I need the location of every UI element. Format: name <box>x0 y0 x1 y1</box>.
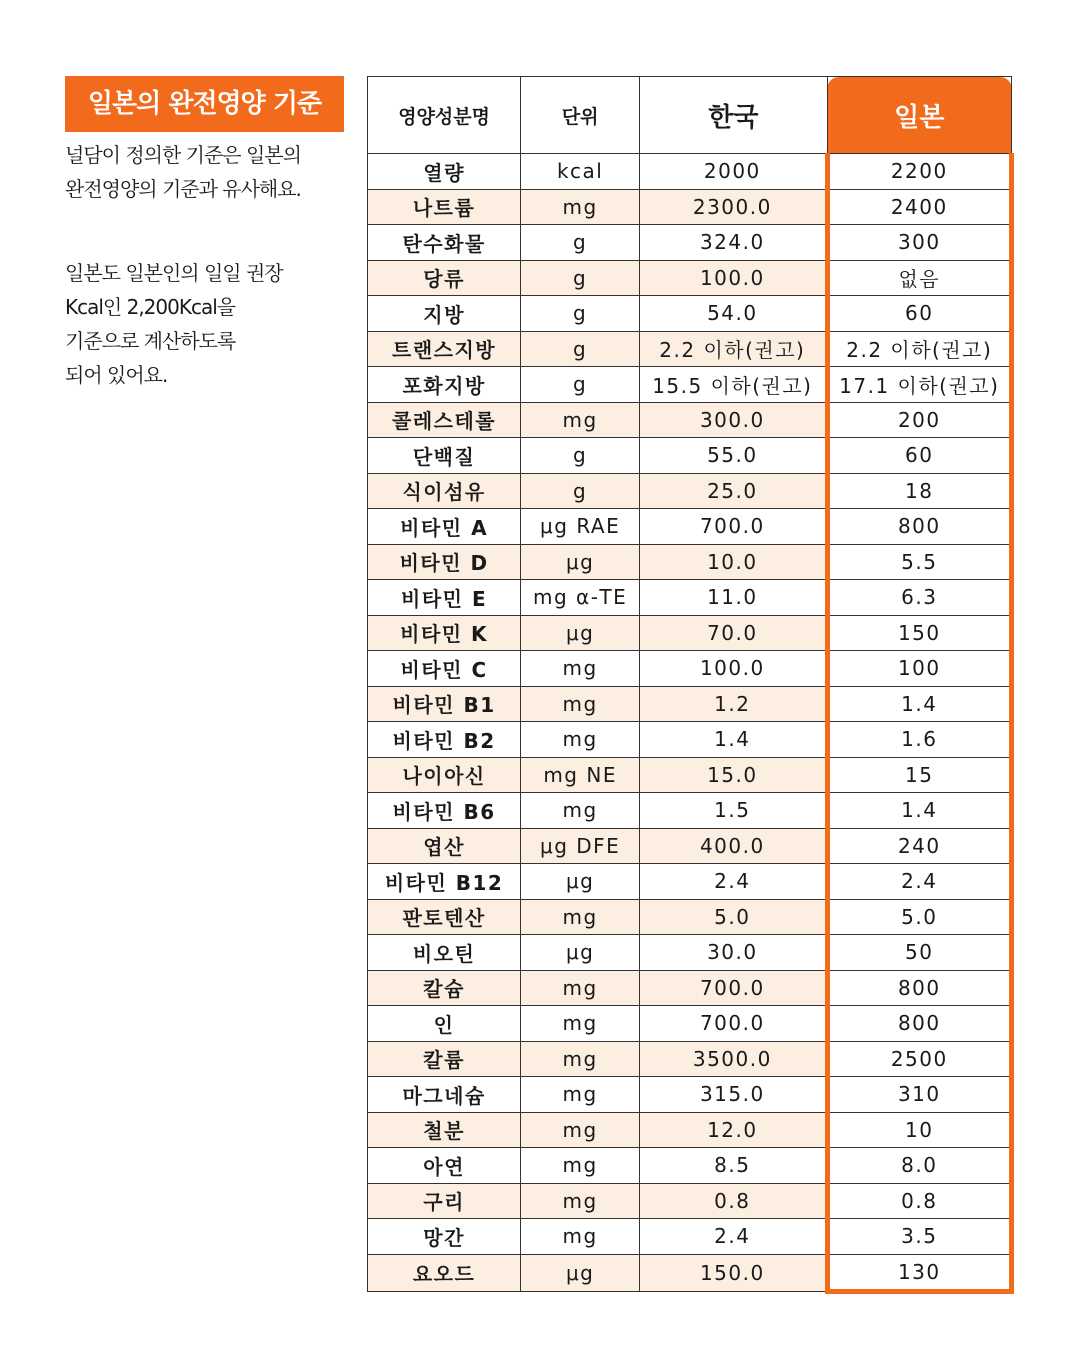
cell-japan-value: 없음 <box>827 260 1011 296</box>
table-row <box>368 154 1012 190</box>
cell-korea-value: 3500.0 <box>640 1041 827 1077</box>
cell-japan-value: 18 <box>827 473 1011 509</box>
cell-nutrient-name: 철분 <box>368 1112 521 1148</box>
table-header-row <box>368 77 1012 154</box>
cell-unit: μg RAE <box>521 509 640 545</box>
cell-korea-value: 11.0 <box>640 580 827 616</box>
cell-nutrient-name: 비타민 A <box>368 509 521 545</box>
cell-unit: g <box>521 331 640 367</box>
cell-korea-value: 324.0 <box>640 225 827 261</box>
cell-japan-value: 800 <box>827 509 1011 545</box>
cell-unit: mg <box>521 1148 640 1184</box>
cell-korea-value: 15.5 이하(권고) <box>640 367 827 403</box>
cell-nutrient-name: 망간 <box>368 1219 521 1255</box>
description-line: 완전영양의 기준과 유사해요. <box>65 177 301 201</box>
cell-korea-value: 100.0 <box>640 260 827 296</box>
table-row <box>368 793 1012 829</box>
cell-korea-value: 2.2 이하(권고) <box>640 331 827 367</box>
cell-nutrient-name: 아연 <box>368 1148 521 1184</box>
cell-japan-value: 2.2 이하(권고) <box>827 331 1011 367</box>
cell-korea-value: 25.0 <box>640 473 827 509</box>
table-row <box>368 1112 1012 1148</box>
cell-nutrient-name: 포화지방 <box>368 367 521 403</box>
cell-unit: μg <box>521 864 640 900</box>
cell-japan-value: 300 <box>827 225 1011 261</box>
cell-nutrient-name: 비타민 B12 <box>368 864 521 900</box>
cell-korea-value: 10.0 <box>640 544 827 580</box>
cell-nutrient-name: 콜레스테롤 <box>368 402 521 438</box>
table-row <box>368 402 1012 438</box>
cell-korea-value: 700.0 <box>640 1006 827 1042</box>
cell-unit: mg <box>521 793 640 829</box>
cell-nutrient-name: 판토텐산 <box>368 899 521 935</box>
cell-nutrient-name: 마그네슘 <box>368 1077 521 1113</box>
cell-japan-value: 15 <box>827 757 1011 793</box>
cell-unit: mg <box>521 1077 640 1113</box>
cell-japan-value: 2500 <box>827 1041 1011 1077</box>
description-1 <box>65 138 355 206</box>
cell-korea-value: 2000 <box>640 154 827 190</box>
cell-unit: mg <box>521 722 640 758</box>
table-row <box>368 580 1012 616</box>
cell-nutrient-name: 구리 <box>368 1183 521 1219</box>
cell-unit: mg <box>521 402 640 438</box>
cell-nutrient-name: 칼슘 <box>368 970 521 1006</box>
table-row <box>368 331 1012 367</box>
cell-japan-value: 5.5 <box>827 544 1011 580</box>
cell-unit: μg <box>521 935 640 971</box>
cell-nutrient-name: 비타민 B6 <box>368 793 521 829</box>
cell-korea-value: 400.0 <box>640 828 827 864</box>
cell-unit: mg <box>521 686 640 722</box>
cell-korea-value: 30.0 <box>640 935 827 971</box>
cell-unit: μg <box>521 544 640 580</box>
description-line: 널담이 정의한 기준은 일본의 <box>65 143 301 167</box>
cell-nutrient-name: 엽산 <box>368 828 521 864</box>
cell-nutrient-name: 비타민 C <box>368 651 521 687</box>
cell-korea-value: 15.0 <box>640 757 827 793</box>
cell-korea-value: 300.0 <box>640 402 827 438</box>
table-row <box>368 864 1012 900</box>
cell-unit: mg <box>521 1112 640 1148</box>
cell-nutrient-name: 비타민 D <box>368 544 521 580</box>
cell-unit: g <box>521 296 640 332</box>
cell-japan-value: 1.4 <box>827 793 1011 829</box>
cell-japan-value: 50 <box>827 935 1011 971</box>
cell-japan-value: 200 <box>827 402 1011 438</box>
cell-japan-value: 2400 <box>827 189 1011 225</box>
table-row <box>368 615 1012 651</box>
cell-japan-value: 2200 <box>827 154 1011 190</box>
header-unit: 단위 <box>521 77 640 154</box>
table-row <box>368 438 1012 474</box>
table-row <box>368 1254 1012 1292</box>
cell-unit: mg <box>521 189 640 225</box>
table-row <box>368 899 1012 935</box>
cell-unit: mg <box>521 970 640 1006</box>
cell-nutrient-name: 비오틴 <box>368 935 521 971</box>
cell-nutrient-name: 식이섬유 <box>368 473 521 509</box>
cell-unit: mg <box>521 1219 640 1255</box>
table-row <box>368 1148 1012 1184</box>
table-row <box>368 1006 1012 1042</box>
cell-nutrient-name: 당류 <box>368 260 521 296</box>
table-row <box>368 1041 1012 1077</box>
page-title: 일본의 완전영양 기준 <box>65 76 344 132</box>
cell-korea-value: 0.8 <box>640 1183 827 1219</box>
cell-nutrient-name: 단백질 <box>368 438 521 474</box>
cell-japan-value: 800 <box>827 970 1011 1006</box>
nutrition-table <box>367 76 1014 1294</box>
header-japan: 일본 <box>827 77 1011 154</box>
cell-nutrient-name: 요오드 <box>368 1254 521 1292</box>
table-row <box>368 189 1012 225</box>
description-line: Kcal인 2,200Kcal을 <box>65 295 236 319</box>
table-row <box>368 473 1012 509</box>
cell-japan-value: 1.6 <box>827 722 1011 758</box>
cell-japan-value: 130 <box>827 1254 1011 1292</box>
cell-nutrient-name: 열량 <box>368 154 521 190</box>
cell-korea-value: 12.0 <box>640 1112 827 1148</box>
cell-korea-value: 1.2 <box>640 686 827 722</box>
cell-japan-value: 310 <box>827 1077 1011 1113</box>
cell-japan-value: 800 <box>827 1006 1011 1042</box>
cell-unit: g <box>521 438 640 474</box>
cell-japan-value: 3.5 <box>827 1219 1011 1255</box>
cell-unit: mg <box>521 1041 640 1077</box>
cell-japan-value: 2.4 <box>827 864 1011 900</box>
cell-korea-value: 55.0 <box>640 438 827 474</box>
table-row <box>368 296 1012 332</box>
cell-unit: μg <box>521 1254 640 1292</box>
cell-unit: μg <box>521 615 640 651</box>
cell-nutrient-name: 나트륨 <box>368 189 521 225</box>
cell-unit: mg <box>521 1183 640 1219</box>
cell-japan-value: 6.3 <box>827 580 1011 616</box>
cell-nutrient-name: 지방 <box>368 296 521 332</box>
cell-korea-value: 54.0 <box>640 296 827 332</box>
cell-korea-value: 2300.0 <box>640 189 827 225</box>
cell-nutrient-name: 인 <box>368 1006 521 1042</box>
cell-korea-value: 700.0 <box>640 970 827 1006</box>
cell-japan-value: 17.1 이하(권고) <box>827 367 1011 403</box>
cell-korea-value: 100.0 <box>640 651 827 687</box>
cell-unit: mg α-TE <box>521 580 640 616</box>
cell-nutrient-name: 비타민 K <box>368 615 521 651</box>
cell-korea-value: 700.0 <box>640 509 827 545</box>
header-korea: 한국 <box>640 77 827 154</box>
cell-unit: g <box>521 225 640 261</box>
cell-japan-value: 100 <box>827 651 1011 687</box>
table-row <box>368 225 1012 261</box>
description-2 <box>65 256 355 392</box>
cell-japan-value: 240 <box>827 828 1011 864</box>
cell-korea-value: 2.4 <box>640 1219 827 1255</box>
cell-unit: μg DFE <box>521 828 640 864</box>
cell-nutrient-name: 나이아신 <box>368 757 521 793</box>
cell-unit: mg <box>521 1006 640 1042</box>
table-row <box>368 1219 1012 1255</box>
cell-japan-value: 8.0 <box>827 1148 1011 1184</box>
cell-nutrient-name: 칼륨 <box>368 1041 521 1077</box>
description-line: 되어 있어요. <box>65 363 168 387</box>
table-row <box>368 260 1012 296</box>
cell-korea-value: 1.5 <box>640 793 827 829</box>
cell-korea-value: 1.4 <box>640 722 827 758</box>
cell-nutrient-name: 비타민 B2 <box>368 722 521 758</box>
table-row <box>368 367 1012 403</box>
table-row <box>368 651 1012 687</box>
cell-japan-value: 60 <box>827 438 1011 474</box>
description-line: 일본도 일본인의 일일 권장 <box>65 261 283 285</box>
cell-korea-value: 150.0 <box>640 1254 827 1292</box>
table-row <box>368 722 1012 758</box>
table-row <box>368 1077 1012 1113</box>
cell-japan-value: 5.0 <box>827 899 1011 935</box>
cell-nutrient-name: 비타민 E <box>368 580 521 616</box>
cell-japan-value: 0.8 <box>827 1183 1011 1219</box>
table-row <box>368 1183 1012 1219</box>
cell-nutrient-name: 탄수화물 <box>368 225 521 261</box>
cell-korea-value: 5.0 <box>640 899 827 935</box>
header-nutrient-name: 영양성분명 <box>368 77 521 154</box>
cell-unit: mg <box>521 899 640 935</box>
cell-nutrient-name: 트랜스지방 <box>368 331 521 367</box>
cell-japan-value: 1.4 <box>827 686 1011 722</box>
table-row <box>368 828 1012 864</box>
description-line: 기준으로 계산하도록 <box>65 329 236 353</box>
table-row <box>368 935 1012 971</box>
cell-nutrient-name: 비타민 B1 <box>368 686 521 722</box>
cell-unit: g <box>521 260 640 296</box>
cell-japan-value: 150 <box>827 615 1011 651</box>
table-row <box>368 757 1012 793</box>
table-body <box>368 154 1012 1292</box>
cell-korea-value: 2.4 <box>640 864 827 900</box>
cell-unit: mg <box>521 651 640 687</box>
cell-japan-value: 60 <box>827 296 1011 332</box>
cell-unit: g <box>521 473 640 509</box>
cell-japan-value: 10 <box>827 1112 1011 1148</box>
table-row <box>368 544 1012 580</box>
cell-korea-value: 8.5 <box>640 1148 827 1184</box>
cell-unit: kcal <box>521 154 640 190</box>
table-row <box>368 509 1012 545</box>
cell-korea-value: 70.0 <box>640 615 827 651</box>
table-row <box>368 970 1012 1006</box>
cell-unit: mg NE <box>521 757 640 793</box>
cell-unit: g <box>521 367 640 403</box>
table-row <box>368 686 1012 722</box>
cell-korea-value: 315.0 <box>640 1077 827 1113</box>
